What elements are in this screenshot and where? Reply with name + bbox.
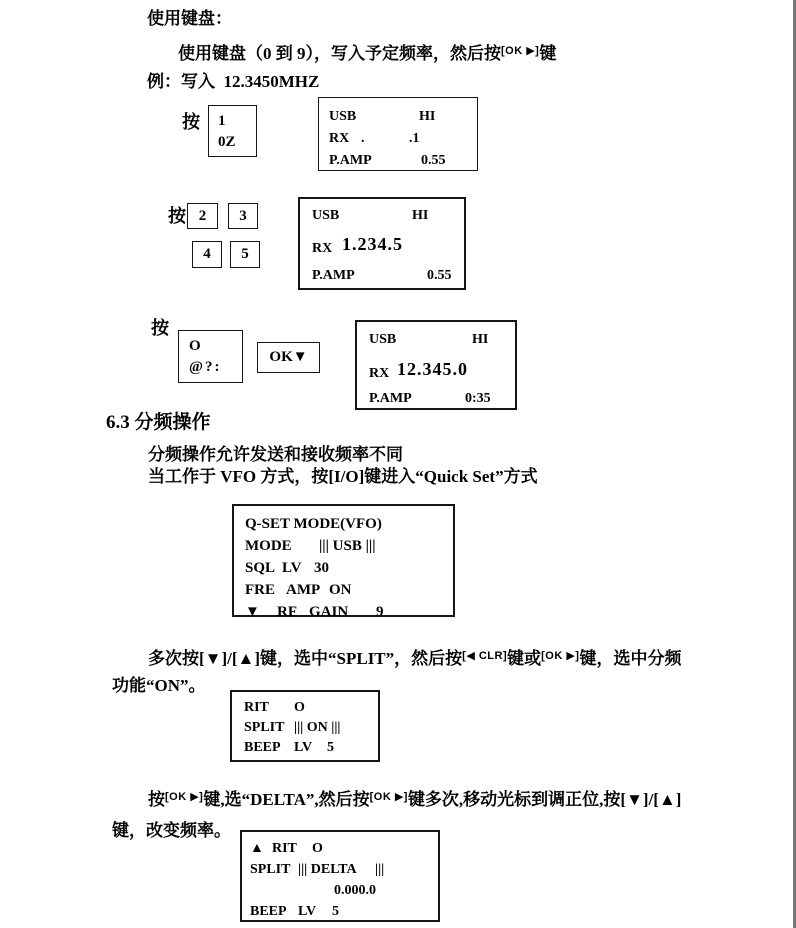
delta-up-arrow-icon: ▲ — [250, 841, 264, 856]
qset-sql-label: SQL — [245, 560, 276, 576]
delta-split-bars: ||| — [375, 862, 385, 877]
lcd2-frequency: 1.234.5 — [342, 234, 403, 254]
key-1-0Z — [208, 105, 257, 157]
press-label-1: 按 — [182, 112, 200, 132]
lcd2-mode: USB — [312, 208, 340, 223]
ok-key-inline-label: [OK ▶] — [501, 45, 540, 57]
delta-rit-label: RIT — [272, 841, 297, 856]
rit-value: O — [294, 700, 305, 715]
qset-down-arrow-icon: ▼ — [245, 604, 260, 620]
key-1-line1: 1 — [218, 113, 226, 129]
key-1-line2: 0Z — [218, 134, 236, 150]
delta-text-3: 键多次,移动光标到调正位,按[▼]/[▲] — [407, 790, 682, 809]
lcd2-hi: HI — [412, 208, 429, 223]
clr-key-inline-label: [◀ CLR] — [462, 650, 508, 662]
qset-gain-label: GAIN — [309, 604, 349, 620]
ok-key-inline-label-4: [OK ▶] — [369, 791, 408, 803]
lcd1-frequency: .1 — [409, 131, 420, 146]
rit-label: RIT — [244, 700, 269, 715]
qset-gain-value: 9 — [376, 604, 384, 620]
key-2: 2 — [187, 203, 218, 229]
key-ok-down: OK▼ — [257, 342, 320, 373]
rit-menu-box — [230, 690, 380, 762]
lcd1-rx-label: RX — [329, 131, 350, 146]
split-paragraph-line1 — [148, 645, 681, 670]
press-label-3: 按 — [151, 318, 169, 338]
delta-beep-lv: LV — [298, 904, 317, 919]
rit-split-label: SPLIT — [244, 720, 285, 735]
lcd3-rx-label: RX — [369, 366, 390, 381]
qset-mode-value: ||| USB ||| — [319, 538, 376, 554]
intro-line — [178, 40, 556, 65]
rit-split-value: ||| ON ||| — [294, 720, 341, 735]
ok-key-inline-label-2: [OK ▶] — [541, 650, 580, 662]
key-O — [178, 330, 243, 383]
key-5: 5 — [230, 241, 260, 268]
lcd3-pamp-value: 0:35 — [465, 391, 491, 406]
lcd2-pamp-value: 0.55 — [427, 268, 452, 283]
ok-key-inline-label-3: [OK ▶] — [165, 791, 204, 803]
delta-text-1: 按 — [148, 790, 165, 809]
delta-beep-label: BEEP — [250, 904, 287, 919]
qset-mode-label: MODE — [245, 538, 292, 554]
qset-amp-label: AMP — [286, 582, 321, 598]
lcd3-pamp-label: P.AMP — [369, 391, 412, 406]
lcd1-dot: . — [361, 131, 365, 146]
split-text-3: 键，选中分频 — [579, 649, 682, 668]
intro-text-2: 键 — [539, 44, 557, 63]
qset-sql-lv: LV — [282, 560, 302, 576]
qset-rf-label: RF — [277, 604, 297, 620]
key-4: 4 — [192, 241, 222, 268]
split-paragraph-line2: 功能“ON”。 — [112, 676, 206, 695]
delta-frequency-value: 0.000.0 — [334, 883, 376, 898]
lcd3-hi: HI — [472, 332, 489, 347]
rit-beep-label: BEEP — [244, 740, 281, 755]
rit-beep-lv: LV — [294, 740, 313, 755]
lcd-display-3 — [355, 320, 517, 410]
rit-beep-value: 5 — [327, 740, 334, 755]
delta-split-label: SPLIT — [250, 862, 291, 877]
qset-title: Q-SET MODE(VFO) — [245, 516, 382, 532]
press-label-2: 按 — [168, 206, 186, 226]
delta-beep-value: 5 — [332, 904, 339, 919]
intro-text-1: 使用键盘（0 到 9），写入予定频率，然后按 — [178, 44, 501, 63]
delta-menu-box — [240, 830, 440, 922]
qset-amp-value: ON — [329, 582, 352, 598]
qset-sql-value: 30 — [314, 560, 329, 576]
section-body-line2: 当工作于 VFO 方式，按[I/O]键进入“Quick Set”方式 — [148, 467, 538, 486]
lcd2-pamp-label: P.AMP — [312, 268, 355, 283]
qset-menu-box — [232, 504, 455, 620]
delta-paragraph-line2: 键，改变频率。 — [112, 821, 231, 840]
lcd1-pamp-label: P.AMP — [329, 153, 372, 168]
lcd2-rx-label: RX — [312, 241, 333, 256]
qset-fre-label: FRE — [245, 582, 275, 598]
key-O-line1: O — [189, 338, 201, 354]
split-text-1: 多次按[▼]/[▲]键，选中“SPLIT”，然后按 — [148, 649, 463, 668]
key-3: 3 — [228, 203, 258, 229]
lcd3-frequency: 12.345.0 — [397, 359, 468, 379]
lcd-display-2 — [298, 197, 466, 290]
key-O-line2: @?: — [189, 359, 222, 375]
section-6-3-heading: 6.3 分频操作 — [106, 412, 211, 433]
section-body-line1: 分频操作允许发送和接收频率不同 — [148, 445, 403, 464]
lcd1-mode: USB — [329, 109, 357, 124]
lcd-display-1 — [318, 97, 478, 171]
delta-paragraph-line1 — [148, 786, 681, 811]
delta-rit-value: O — [312, 841, 323, 856]
delta-split-value: ||| DELTA — [298, 862, 357, 877]
keyboard-usage-title: 使用键盘： — [147, 9, 232, 28]
example-line: 例：写入 12.3450MHZ — [147, 72, 320, 91]
split-text-2: 键或 — [507, 649, 542, 668]
lcd1-pamp-value: 0.55 — [421, 153, 446, 168]
lcd3-mode: USB — [369, 332, 397, 347]
delta-text-2: 键,选“DELTA”,然后按 — [203, 790, 370, 809]
lcd1-hi: HI — [419, 109, 436, 124]
